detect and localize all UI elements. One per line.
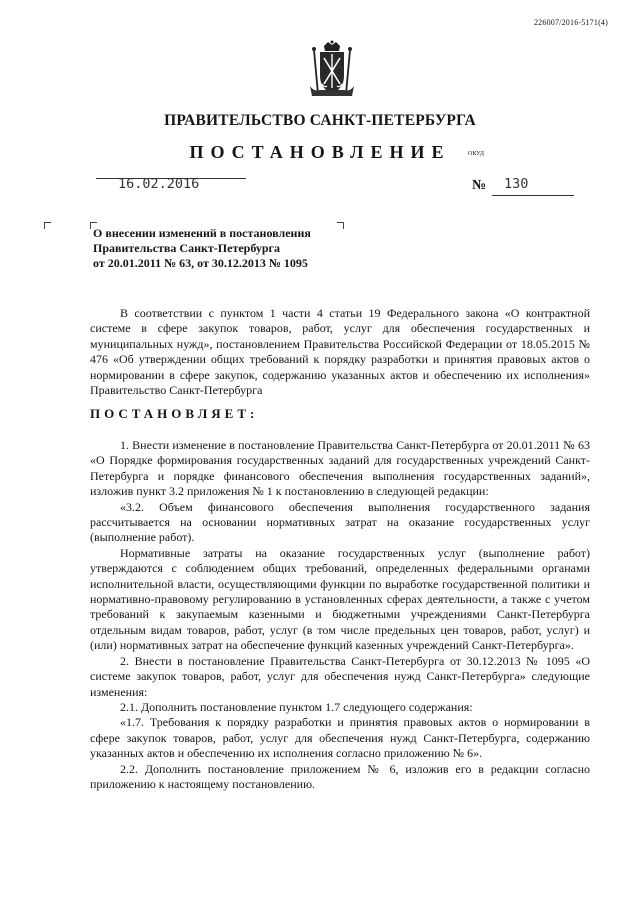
subject-corner-mark (44, 222, 51, 229)
document-type-title: ПОСТАНОВЛЕНИЕ (189, 142, 451, 162)
decree-heading: ПОСТАНОВЛЯЕТ: (90, 406, 259, 421)
paragraph-1: 1. Внести изменение в постановление Правительства Санкт-Петербурга от 20.01.2011 № 63 «О Порядке формирования государственных заданий для государственных учреждений Санкт-Петербурга и порядке финансового обеспечения выполнения государственных заданий», изложив пункт 3.2 приложения № 1 к постановлению в следующей редакции: (90, 438, 590, 499)
government-title: ПРАВИТЕЛЬСТВО САНКТ-ПЕТЕРБУРГА (164, 112, 476, 129)
decree-body (90, 438, 590, 792)
paragraph-2-1: 2.1. Дополнить постановление пунктом 1.7 следующего содержания: (120, 699, 473, 714)
number-underline (492, 195, 574, 196)
document-number: 130 (504, 176, 529, 192)
document-subject (93, 226, 353, 271)
document-registration-number: 226007/2016-5171(4) (533, 18, 608, 27)
subject-line: от 20.01.2011 № 63, от 30.12.2013 № 1095 (93, 256, 308, 270)
paragraph-1-quote-continued: Нормативные затраты на оказание государственных услуг (выполнение работ) утверждаются с соблюдением общих требований, определенных федеральными органами исполнительной власти, осуществляющими функции по выработке государственной политики и нормативно-правовому регулированию в установленных сферах деятельности, а также с учетом требований к закупаемым казенными и бюджетными учреждениями Санкт-Петербурга отдельным видам товаров, работ, услуг (в том числе предельных цен товаров, работ, услуг) и (или) нормативных затрат на обеспечение функций казенных учреждений Санкт-Петербурга». (90, 545, 590, 653)
st-petersburg-coat-of-arms-icon (306, 40, 358, 100)
paragraph-1-quote: «3.2. Объем финансового обеспечения выполнения государственного задания рассчитывается на основании нормативных затрат на оказание государственных услуг (выполнение работ). (90, 499, 590, 545)
document-date: 16.02.2016 (118, 176, 200, 192)
paragraph-2-1-quote: «1.7. Требования к порядку разработки и принятия правовых актов о нормировании в сфере закупок товаров, работ, услуг для обеспечения нужд Санкт-Петербурга, содержанию указанных актов и обеспечению их исполнения согласно приложению № 6». (90, 715, 590, 761)
subject-line: О внесении изменений в постановления (93, 226, 311, 240)
preamble (90, 306, 590, 398)
okud-label: ОКУД (468, 151, 484, 157)
paragraph-2: 2. Внести в постановление Правительства Санкт-Петербурга от 30.12.2013 № 1095 «О системе закупок товаров, работ, услуг для обеспечения нужд Санкт-Петербурга» следующие изменения: (90, 653, 590, 699)
preamble-text: В соответствии с пунктом 1 части 4 статьи 19 Федерального закона «О контрактной системе в сфере закупок товаров, работ, услуг для обеспечения государственных и муниципальных нужд», постановлением Правительства Российской Федерации от 18.05.2015 № 476 «Об утверждении общих требований к порядку разработки и принятия правовых актов о нормировании в сфере закупок, содержанию указанных актов и обеспечению их исполнения» Правительство Санкт-Петербурга (90, 306, 590, 398)
number-sign: № (472, 178, 487, 193)
paragraph-2-2: 2.2. Дополнить постановление приложением № 6, изложив его в редакции согласно приложению к настоящему постановлению. (90, 761, 590, 791)
subject-line: Правительства Санкт-Петербурга (93, 241, 281, 255)
